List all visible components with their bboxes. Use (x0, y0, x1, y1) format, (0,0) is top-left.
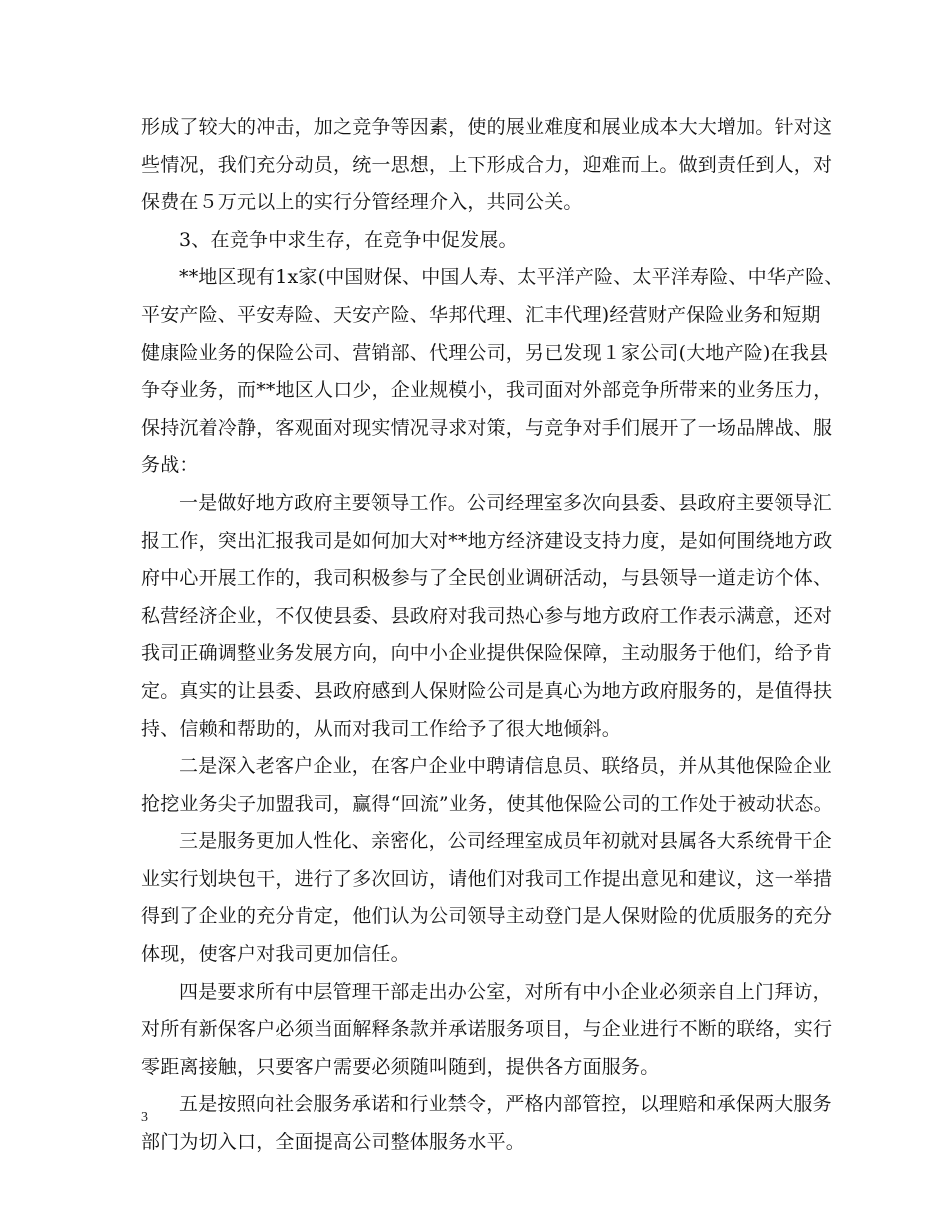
text-line: 四是要求所有中层管理干部走出办公室，对所有中小企业必须亲自上门拜访， (179, 980, 832, 1003)
text-line: 健康险业务的保险公司、营销部、代理公司，另已发现１家公司(大地产险)在我县 (141, 341, 829, 364)
text-line: 持、信赖和帮助的，从而对我司工作给予了很大地倾斜。 (141, 717, 622, 740)
text-line: 争夺业务，而**地区人口少，企业规模小，我司面对外部竞争所带来的业务压力， (141, 379, 833, 402)
text-line: 保费在５万元以上的实行分管经理介入，共同公关。 (141, 191, 583, 214)
text-line: 私营经济企业，不仅使县委、县政府对我司热心参与地方政府工作表示满意，还对 (141, 604, 833, 627)
text-line: 报工作，突出汇报我司是如何加大对**地方经济建设支持力度，是如何围绕地方政 (141, 529, 833, 552)
text-line: 三是服务更加人性化、亲密化，公司经理室成员年初就对县属各大系统骨干企 (179, 830, 832, 853)
text-line: **地区现有1x家(中国财保、中国人寿、太平洋产险、太平洋寿险、中华产险、 (179, 266, 844, 289)
text-line: 对所有新保客户必须当面解释条款并承诺服务项目，与企业进行不断的联络，实行 (141, 1018, 833, 1041)
text-line: 保持沉着冷静，客观面对现实情况寻求对策，与竞争对手们展开了一场品牌战、服 (141, 416, 833, 439)
text-line: 定。真实的让县委、县政府感到人保财险公司是真心为地方政府服务的，是值得扶 (141, 679, 833, 702)
text-line: 一是做好地方政府主要领导工作。公司经理室多次向县委、县政府主要领导汇 (179, 491, 832, 514)
text-line: 二是深入老客户企业，在客户企业中聘请信息员、联络员，并从其他保险企业 (179, 755, 832, 778)
document-body (141, 109, 844, 1162)
text-line: 部门为切入口，全面提高公司整体服务水平。 (141, 1131, 526, 1154)
text-line: 平安产险、平安寿险、天安产险、华邦代理、汇丰代理)经营财产保险业务和短期 (141, 303, 821, 326)
text-line: 业实行划块包干，进行了多次回访，请他们对我司工作提出意见和建议，这一举措 (141, 867, 833, 890)
text-line: 务战： (141, 454, 199, 477)
text-line: 3、在竞争中求生存，在竞争中促发展。 (179, 228, 518, 251)
page-number: 3 (141, 1110, 148, 1125)
text-line: 零距离接触，只要客户需要必须随叫随到，提供各方面服务。 (141, 1055, 660, 1078)
text-line: 抢挖业务尖子加盟我司，赢得“回流”业务，使其他保险公司的工作处于被动状态。 (141, 792, 833, 815)
text-line: 体现，使客户对我司更加信任。 (141, 943, 410, 966)
text-line: 形成了较大的冲击，加之竞争等因素，使的展业难度和展业成本大大增加。针对这 (141, 116, 833, 138)
text-line: 得到了企业的充分肯定，他们认为公司领导主动登门是人保财险的优质服务的充分 (141, 905, 833, 928)
text-line: 五是按照向社会服务承诺和行业禁令，严格内部管控，以理赔和承保两大服务 (179, 1093, 832, 1116)
text-line: 些情况，我们充分动员，统一思想，上下形成合力，迎难而上。做到责任到人，对 (141, 153, 833, 176)
text-line: 府中心开展工作的，我司积极参与了全民创业调研活动，与县领导一道走访个体、 (141, 567, 833, 590)
text-line: 我司正确调整业务发展方向，向中小企业提供保险保障，主动服务于他们，给予肯 (141, 642, 833, 665)
